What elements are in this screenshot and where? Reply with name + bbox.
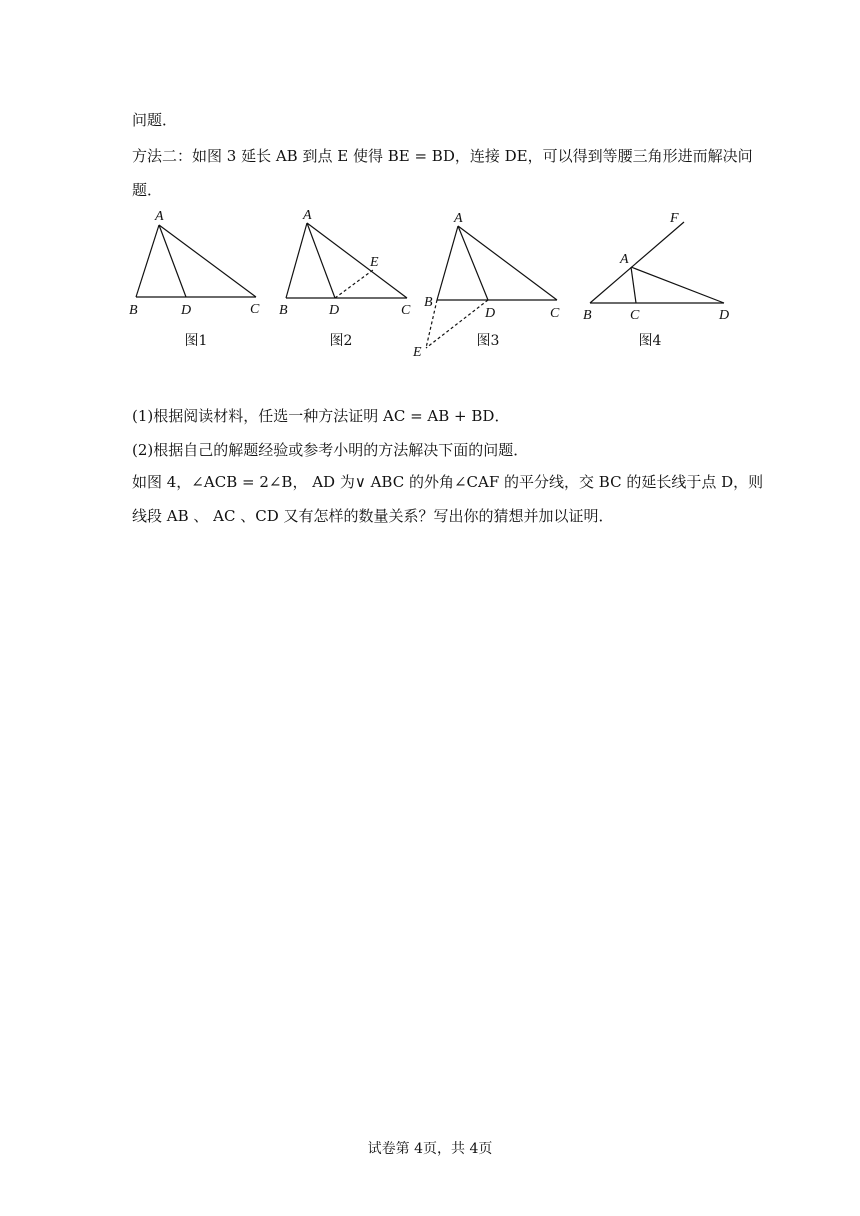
- figure-1: [126, 205, 266, 320]
- figure-4-caption: 图4: [638, 333, 662, 349]
- point-label-b: B: [583, 308, 592, 323]
- question-figure-4-line-1: 如图 4，∠ACB = 2∠B， AD 为∨ ABC 的外角∠CAF 的平分线，交 BC 的延长线于点 D，则: [132, 473, 764, 491]
- point-label-d: D: [719, 308, 730, 323]
- point-label-c: C: [630, 308, 640, 323]
- point-label-a: A: [155, 209, 164, 224]
- point-label-b: B: [129, 303, 138, 318]
- point-label-b: B: [279, 303, 288, 318]
- question-1: (1)根据阅读材料，任选一种方法证明 AC = AB + BD．: [132, 407, 510, 425]
- point-label-a: A: [303, 208, 312, 223]
- point-label-c: C: [401, 303, 411, 318]
- text-line-1: 问题．: [132, 111, 178, 129]
- figure-2: [275, 205, 420, 320]
- text-line-method-two: 方法二：如图 3 延长 AB 到点 E 使得 BE = BD，连接 DE，可以得到等腰三角形进而解决问: [132, 147, 753, 165]
- segment-ac: [631, 267, 636, 303]
- segment-ac: [159, 225, 256, 297]
- segment-ac: [307, 223, 407, 298]
- figure-4: [580, 205, 740, 323]
- point-label-c: C: [250, 302, 260, 317]
- text-line-3: 题．: [132, 181, 163, 199]
- segment-de-dashed: [335, 270, 373, 298]
- point-label-b: B: [424, 295, 433, 310]
- point-label-f: F: [670, 211, 679, 226]
- segment-ab: [437, 226, 458, 300]
- segment-bf: [590, 222, 684, 303]
- point-label-d: D: [329, 303, 340, 318]
- segment-ab: [286, 223, 307, 298]
- point-label-a: A: [620, 252, 629, 267]
- question-figure-4-line-2: 线段 AB 、 AC 、CD 又有怎样的数量关系？写出你的猜想并加以证明．: [132, 507, 614, 525]
- figure-2-caption: 图2: [329, 333, 353, 349]
- point-label-a: A: [454, 211, 463, 226]
- point-label-e: E: [413, 345, 422, 360]
- point-label-e: E: [370, 255, 379, 270]
- question-2: (2)根据自己的解题经验或参考小明的方法解决下面的问题．: [132, 441, 529, 459]
- point-label-d: D: [181, 303, 192, 318]
- segment-ad: [159, 225, 186, 297]
- page-footer: 试卷第 4页，共 4页: [367, 1141, 493, 1157]
- figure-3-caption: 图3: [476, 333, 500, 349]
- segment-ad: [631, 267, 724, 303]
- point-label-d: D: [485, 306, 496, 321]
- segment-ab: [136, 225, 159, 297]
- point-label-c: C: [550, 306, 560, 321]
- figure-1-caption: 图1: [184, 333, 208, 349]
